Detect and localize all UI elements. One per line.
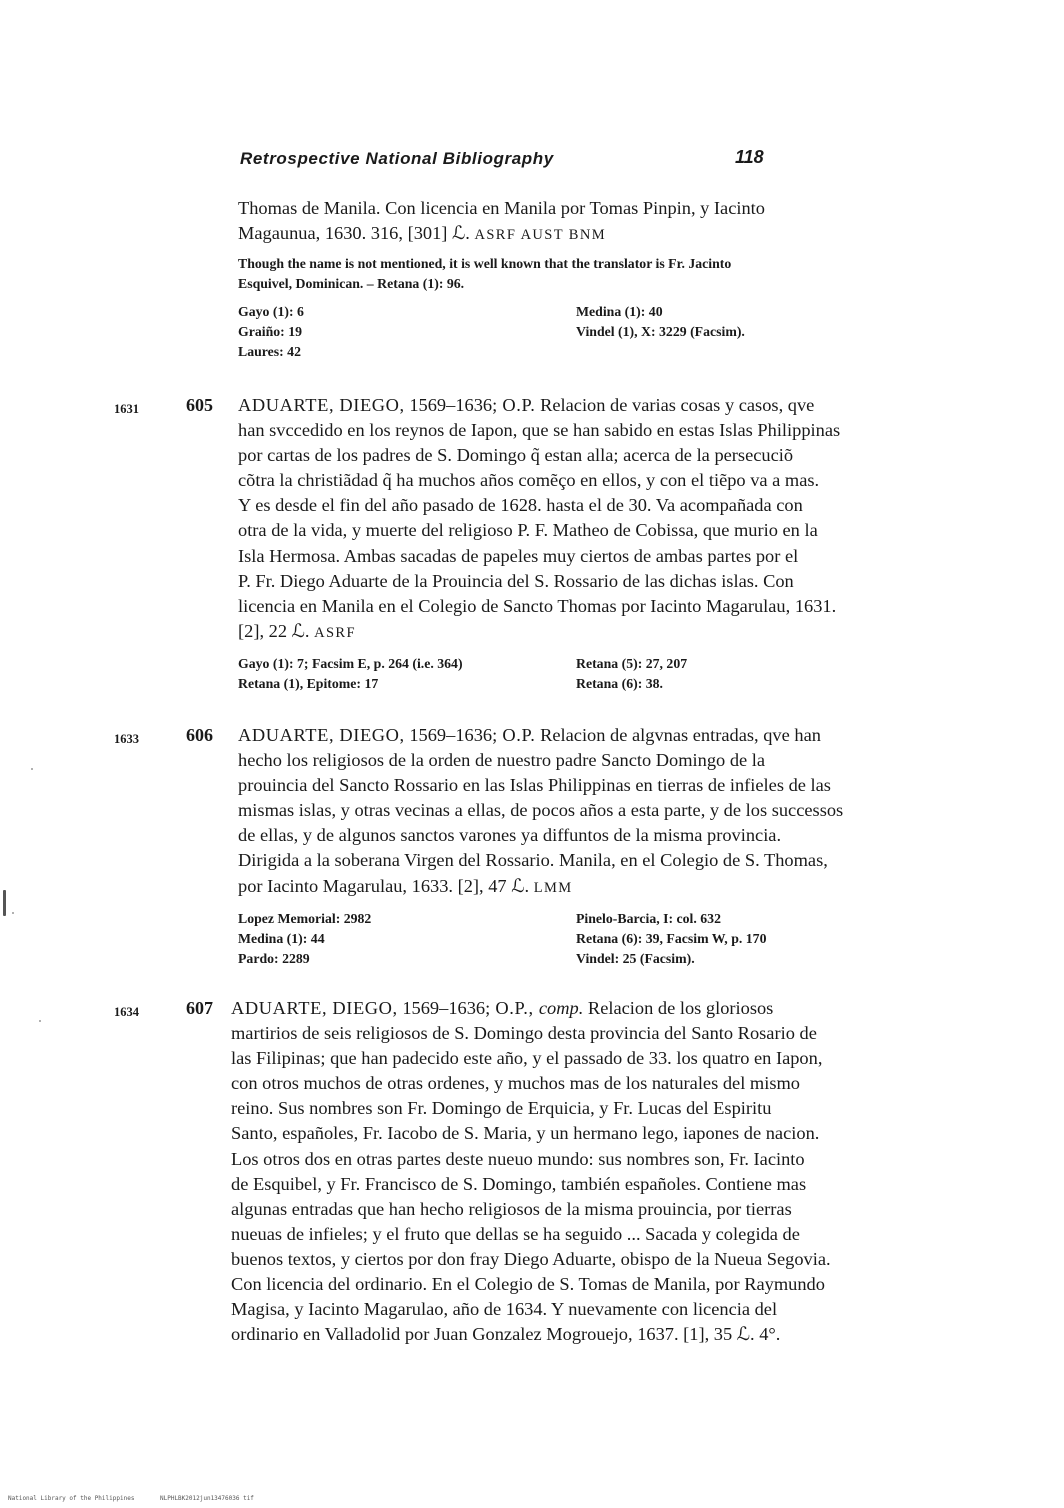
refs-right-column [576,909,766,969]
entry-order: O.P. [497,395,536,415]
reference: Vindel (1), X: 3229 (Facsim). [576,324,745,340]
reference: Retana (1), Epitome: 17 [238,675,379,691]
refs-left-column [238,909,371,969]
entry-line: Santo, españoles, Fr. Iacobo de S. Maria, y un hermano lego, iapones de nacion. [231,1123,820,1144]
entry-line: [2], 22 ℒ. [238,620,310,641]
refs-left-column [238,302,304,362]
entry-number: 605 [186,395,213,415]
reference: Gayo (1): 7; Facsim E, p. 264 (i.e. 364) [238,655,463,671]
entry-line: Los otros dos en otras partes deste nueuo mundo: sus nombres son, Fr. Iacinto [231,1148,805,1169]
reference: Laures: 42 [238,344,301,360]
reference: Retana (6): 38. [576,675,663,691]
entry-line: han svccedido en los reynos de Iapon, que se han sabido en estas Islas Philippinas [238,420,841,441]
footer-source: National Library of the Philippines [8,1495,135,1502]
entry-line: por cartas de los padres de S. Domingo q̃ estan alla; acerca de la persecuciõ [238,445,794,466]
entry-line: por Iacinto Magarulau, 1633. [2], 47 ℒ. [238,875,530,896]
reference: Medina (1): 40 [576,304,663,320]
reference: Lopez Memorial: 2982 [238,910,372,926]
location-codes: ASRF [314,624,356,641]
entry-line: prouincia del Sancto Rossario en las Islas Philippinas en tierras de infieles de las [238,775,831,796]
entry-dates: 1569–1636; [404,395,498,415]
scan-artifact [39,1020,41,1022]
refs-right-column [576,302,745,342]
reference: Pinelo-Barcia, I: col. 632 [576,910,721,926]
entry-line: mismas islas, y otras vecinas a ellas, de pocos años a esta parte, y de los successos [238,800,844,821]
footer-file-id: NLPHLBK2012jun13476036 tif [160,1495,254,1502]
entry-dates: 1569–1636; [404,725,498,745]
entry-line: buenos textos, y ciertos por don fray Diego Aduarte, obispo de la Nueua Segovia. [231,1248,831,1269]
entry-comp: comp. [538,998,584,1018]
note-line-2: Esquivel, Dominican. – Retana (1): 96. [238,276,465,292]
scan-artifact [3,890,6,916]
entry-dates: 1569–1636; [397,998,491,1018]
entry-year: 1631 [114,402,139,416]
entry-line: de ellas, y de algunos sanctos varones ya diffuntos de la misma provincia. [238,825,782,846]
entry-content [238,393,918,694]
reference: Pardo: 2289 [238,950,310,966]
reference: Graiño: 19 [238,324,302,340]
reference: Medina (1): 44 [238,930,325,946]
reference: Gayo (1): 6 [238,304,304,320]
entry-text [231,996,911,1347]
continued-line-1: Thomas de Manila. Con licencia en Manila por Tomas Pinpin, y Iacinto [238,198,765,218]
entry-line: ordinario en Valladolid por Juan Gonzalez Mogrouejo, 1637. [1], 35 ℒ. 4°. [231,1324,781,1345]
entry-line: P. Fr. Diego Aduarte de la Prouincia del S. Rossario de las dichas islas. Con [238,570,794,591]
entry-number: 606 [186,725,213,745]
entry-line: cõtra la christiãdad q̃ ha muchos años comẽço en ellos, y con el tiẽpo va a mas. [238,470,820,491]
entry-line: Isla Hermosa. Ambas sacadas de papeles muy ciertos de ambas partes por el [238,545,799,566]
entry-line: Relacion de varias cosas y casos, qve [535,395,815,415]
entry-text [238,723,918,901]
entry-line: nueuas de infieles; y el fruto que dellas se ha seguido ... Sacada y colegida de [231,1223,800,1244]
entry-number: 607 [186,998,213,1018]
note-line-1: Though the name is not mentioned, it is well known that the translator is Fr. Jacinto [238,256,732,272]
entry-line: algunas entradas que han hecho religiosos de la misma prouincia, por tierras [231,1198,792,1219]
location-codes: LMM [533,879,573,896]
running-header-title: Retrospective National Bibliography [240,149,554,168]
continued-entry-text [238,196,918,248]
entry-references [238,909,918,969]
scan-artifact [12,912,14,914]
entry-line: otra de la vida, y muerte del religioso P. F. Matheo de Cobissa, que murio en la [238,520,818,541]
entry-line: reino. Sus nombres son Fr. Domingo de Erquicia, y Fr. Lucas del Espiritu [231,1098,772,1119]
entry-line: licencia en Manila en el Colegio de Sancto Thomas por Iacinto Magarulau, 1631. [238,595,837,616]
entry-author: ADUARTE, DIEGO, [238,395,405,415]
entry-text [238,393,918,646]
entry-content [231,996,911,1347]
entry-line: hecho los religiosos de la orden de nuestro padre Sancto Domingo de la [238,750,766,771]
continued-entry-references [238,302,918,362]
reference: Vindel: 25 (Facsim). [576,950,695,966]
continued-entry-note [238,254,918,294]
entry-line: Magisa, y Iacinto Magarulao, año de 1634. Y nuevamente con licencia del [231,1299,778,1320]
refs-right-column [576,654,687,694]
reference: Retana (5): 27, 207 [576,655,688,671]
entry-content [238,723,918,969]
reference: Retana (6): 39, Facsim W, p. 170 [576,930,767,946]
entry-year: 1633 [114,732,139,746]
entry-line: con otros muchos de otras ordenes, y muchos mas de los naturales del mismo [231,1073,800,1094]
entry-line: Y es desde el fin del año pasado de 1628. hasta el de 30. Va acompañada con [238,495,803,516]
entry-line: Con licencia del ordinario. En el Colegio de S. Tomas de Manila, por Raymundo [231,1274,825,1295]
entry-line: de Esquibel, y Fr. Francisco de S. Domingo, también españoles. Contiene mas [231,1173,807,1194]
entry-year: 1634 [114,1005,139,1019]
continued-line-2: Magaunua, 1630. 316, [301] ℒ. [238,223,470,244]
entry-line: Relacion de algvnas entradas, qve han [535,725,821,745]
entry-order: O.P., [490,998,539,1018]
refs-left-column [238,654,463,694]
entry-line: Dirigida a la soberana Virgen del Rossario. Manila, en el Colegio de S. Thomas, [238,850,828,871]
entry-line: las Filipinas; que han padecido este año, y el passado de 33. los quatro en Iapon, [231,1048,823,1069]
scan-artifact [31,768,33,770]
page-number: 118 [735,147,764,167]
entry-line: Relacion de los gloriosos [583,998,774,1018]
entry-author: ADUARTE, DIEGO, [238,725,405,745]
location-codes: ASRF AUST BNM [474,227,607,244]
entry-order: O.P. [497,725,536,745]
entry-line: martirios de seis religiosos de S. Domingo desta provincia del Santo Rosario de [231,1023,817,1044]
entry-author: ADUARTE, DIEGO, [231,998,398,1018]
entry-references [238,654,918,694]
continued-entry-content [238,196,918,362]
